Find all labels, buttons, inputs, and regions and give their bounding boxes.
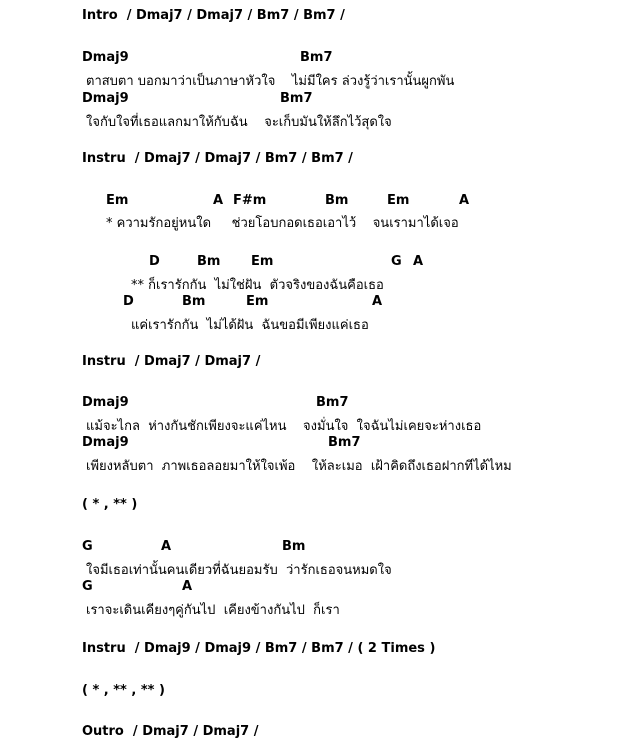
- chord: Bm7: [280, 91, 313, 106]
- outro-line: Outro / Dmaj7 / Dmaj7 /: [82, 724, 259, 739]
- chord: G: [82, 539, 93, 554]
- lyric-line: ** ก็เรารักกัน ไม่ใช่ฝัน ตัวจริงของฉันคือเธอ: [131, 278, 384, 293]
- lyric-line: ใจมีเธอเท่านั้นคนเดียวที่ฉันยอมรับ ว่ารักเธอจนหมดใจ: [86, 563, 392, 578]
- chord: A: [182, 579, 193, 594]
- lyric-line: เราจะเดินเคียงๆคู่กันไป เคียงข้างกันไป ก็เรา: [86, 603, 340, 618]
- chord: Dmaj9: [82, 435, 129, 450]
- repeat-line: ( * , ** , ** ): [82, 683, 165, 698]
- chord: D: [123, 294, 134, 309]
- intro-line: Intro / Dmaj7 / Dmaj7 / Bm7 / Bm7 /: [82, 8, 345, 23]
- instru-line: Instru / Dmaj7 / Dmaj7 /: [82, 354, 261, 369]
- chord: Bm: [282, 539, 306, 554]
- instru-line: Instru / Dmaj9 / Dmaj9 / Bm7 / Bm7 / ( 2 Times ): [82, 641, 436, 656]
- lyric-line: ตาสบตา บอกมาว่าเป็นภาษาหัวใจ ไม่มีใคร ล่วงรู้ว่าเรานั้นผูกพัน: [86, 74, 455, 89]
- chord: Dmaj9: [82, 395, 129, 410]
- chord: Bm: [197, 254, 221, 269]
- instru-line: Instru / Dmaj7 / Dmaj7 / Bm7 / Bm7 /: [82, 151, 353, 166]
- chord: G: [391, 254, 402, 269]
- chord: Em: [246, 294, 269, 309]
- lyric-line: * ความรักอยู่หนใด ช่วยโอบกอดเธอเอาไว้ จนเรามาได้เจอ: [106, 216, 459, 231]
- chord: G: [82, 579, 93, 594]
- chord: Bm7: [316, 395, 349, 410]
- lyric-line: เพียงหลับตา ภาพเธอลอยมาให้ใจเพ้อ ให้ละเมอ เฝ้าคิดถึงเธอฝากทีได้ไหม: [86, 459, 512, 474]
- chord: A: [213, 193, 224, 208]
- chord: A: [372, 294, 383, 309]
- chord: A: [413, 254, 424, 269]
- lyric-line: แค่เรารักกัน ไม่ได้ฝัน ฉันขอมีเพียงแค่เธอ: [131, 318, 369, 333]
- chord: Em: [106, 193, 129, 208]
- chord: Em: [251, 254, 274, 269]
- chord: Bm: [325, 193, 349, 208]
- chord: Bm7: [300, 50, 333, 65]
- repeat-line: ( * , ** ): [82, 497, 138, 512]
- chord: A: [161, 539, 172, 554]
- lyric-line: ใจกับใจที่เธอแลกมาให้กับฉัน จะเก็บมันให้ลึกไว้สุดใจ: [86, 115, 392, 130]
- chord: Bm: [182, 294, 206, 309]
- chord: Em: [387, 193, 410, 208]
- lyric-line: แม้จะไกล ห่างกันชักเพียงจะแค่ไหน จงมั่นใจ ใจฉันไม่เคยจะห่างเธอ: [86, 419, 482, 434]
- chord: Bm7: [328, 435, 361, 450]
- chord: D: [149, 254, 160, 269]
- chord: F#m: [233, 193, 267, 208]
- chord: A: [459, 193, 470, 208]
- chord: Dmaj9: [82, 50, 129, 65]
- chord: Dmaj9: [82, 91, 129, 106]
